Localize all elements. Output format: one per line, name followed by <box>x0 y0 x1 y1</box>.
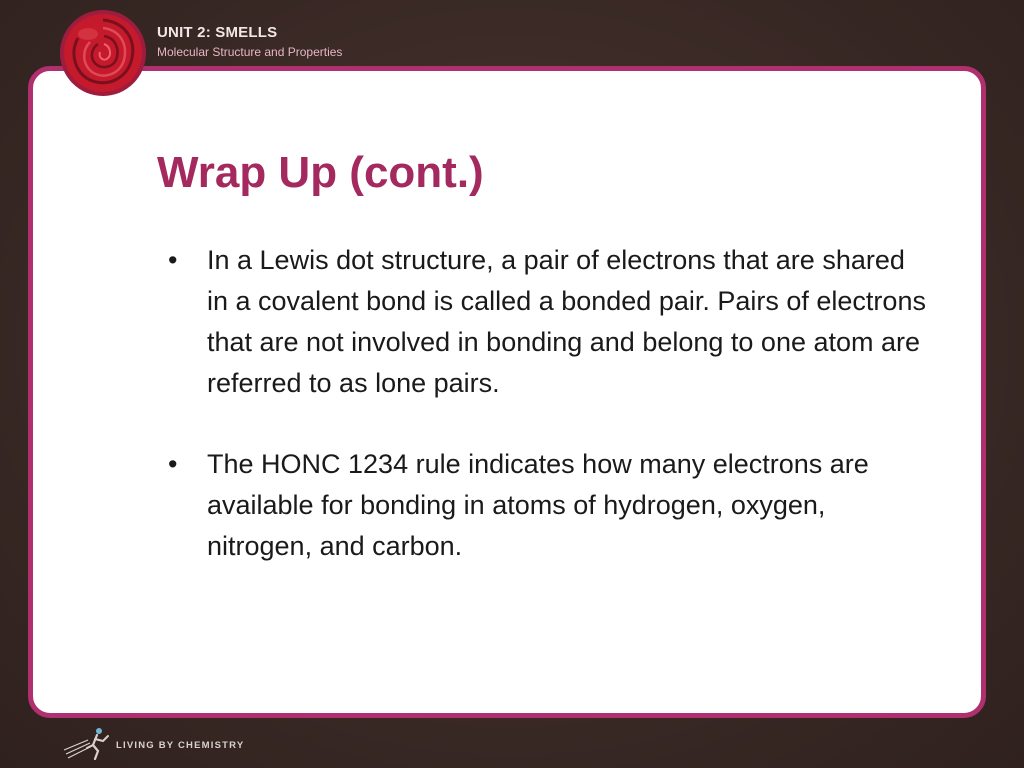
slide-title: Wrap Up (cont.) <box>157 148 484 197</box>
unit-title: UNIT 2: SMELLS <box>157 24 278 41</box>
bullet-marker: • <box>168 449 178 479</box>
bullet-item <box>168 240 928 404</box>
bullet-text: The HONC 1234 rule indicates how many electrons are available for bonding in atoms of hydrogen, oxygen, nitrogen, and carbon. <box>207 449 869 561</box>
bullet-text: In a Lewis dot structure, a pair of electrons that are shared in a covalent bond is called a bonded pair. Pairs of electrons that are not involved in bonding and belong to one atom are referred to as lone pairs. <box>207 245 926 398</box>
unit-subtitle: Molecular Structure and Properties <box>157 45 343 59</box>
figure-runner-icon <box>62 726 112 760</box>
bullet-item <box>168 444 928 567</box>
bullet-list <box>168 240 928 607</box>
bullet-marker: • <box>168 245 178 275</box>
footer-brand: LIVING BY CHEMISTRY <box>116 740 245 751</box>
rose-icon <box>58 8 148 98</box>
